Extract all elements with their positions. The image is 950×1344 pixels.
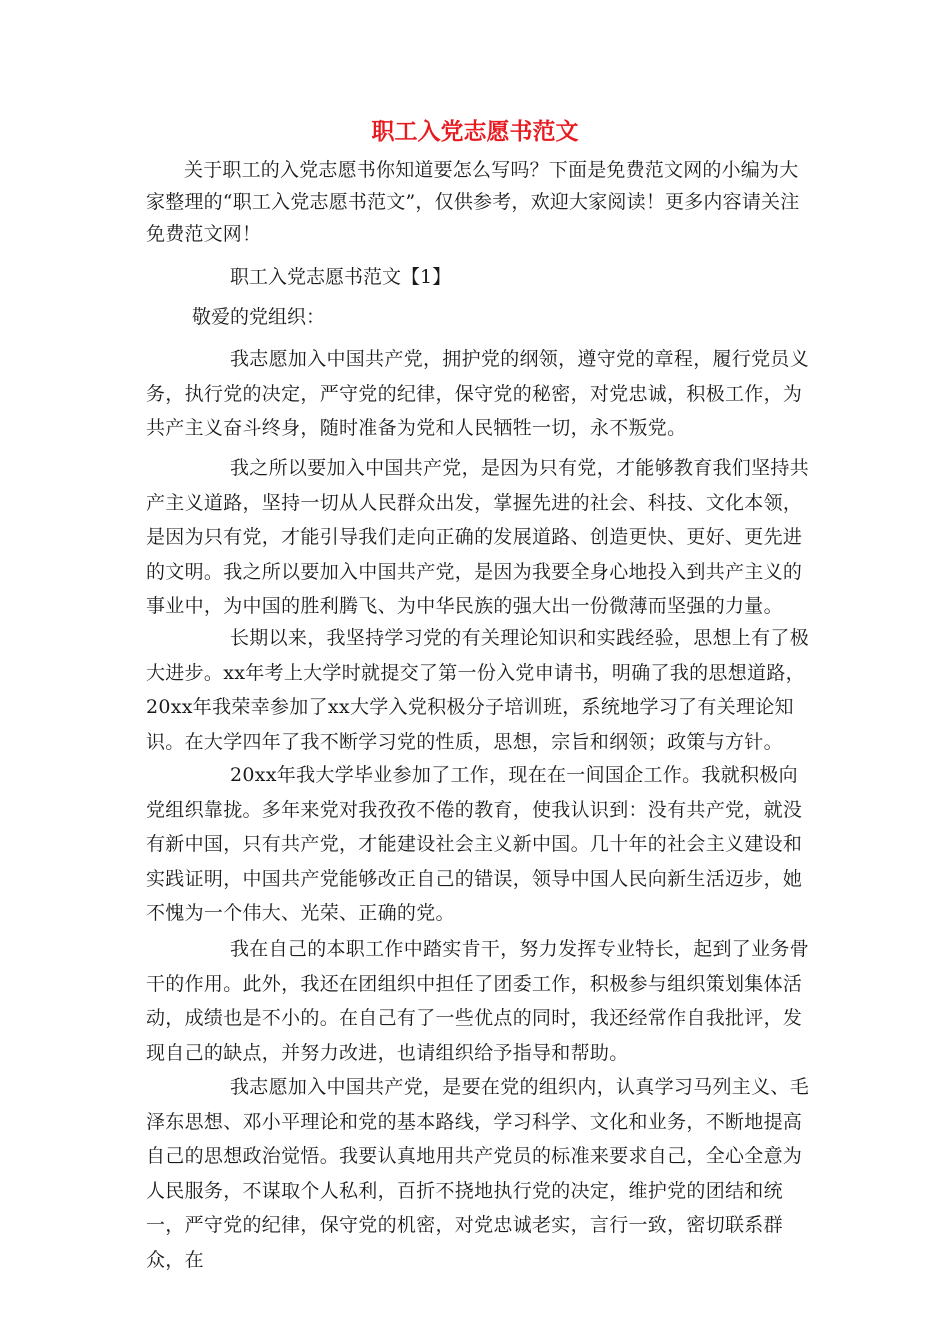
body-paragraph-6: 我志愿加入中国共产党，是要在党的组织内，认真学习马列主义、毛泽东思想、邓小平理论和党的基本路线，学习科学、文化和业务，不断地提高自己的思想政治觉悟。我要认真地用共产党员的标准来要求自己，全心全意为人民服务，不谋取个人私利，百折不挠地执行党的决定，维护党的团结和统一，严守党的纪律，保守党的机密，对党忠诚老实，言行一致，密切联系群众，在 — [146, 1076, 810, 1271]
intro-paragraph: 关于职工的入党志愿书你知道要怎么写吗？下面是免费范文网的小编为大家整理的“职工入党志愿书范文”，仅供参考，欢迎大家阅读！更多内容请关注免费范文网！ — [146, 159, 800, 245]
body-paragraph-5: 我在自己的本职工作中踏实肯干，努力发挥专业特长，起到了业务骨干的作用。此外，我还在团组织中担任了团委工作，积极参与组织策划集体活动，成绩也是不小的。在自己有了一些优点的同时，我还经常作自我批评，发现自己的缺点，并努力改进，也请组织给予指导和帮助。 — [146, 938, 810, 1064]
salutation: 敬爱的党组织： — [192, 306, 326, 328]
body-paragraph-1: 我志愿加入中国共产党，拥护党的纲领，遵守党的章程，履行党员义务，执行党的决定，严守党的纪律，保守党的秘密，对党忠诚，积极工作，为共产主义奋斗终身，随时准备为党和人民牺牲一切，永不叛党。 — [146, 348, 810, 439]
section-heading: 职工入党志愿书范文【1】 — [230, 266, 452, 288]
body-paragraph-3: 长期以来，我坚持学习党的有关理论知识和实践经验，思想上有了极大进步。xx年考上大学时就提交了第一份入党申请书，明确了我的思想道路，20xx年我荣幸参加了xx大学入党积极分子培训班，系统地学习了有关理论知识。在大学四年了我不断学习党的性质，思想，宗旨和纲领；政策与方针。 — [146, 627, 810, 753]
page-title: 职工入党志愿书范文 — [371, 119, 579, 145]
body-paragraph-2: 我之所以要加入中国共产党，是因为只有党，才能够教育我们坚持共产主义道路，坚持一切从人民群众出发，掌握先进的社会、科技、文化本领，是因为只有党，才能引导我们走向正确的发展道路、创造更快、更好、更先进的文明。我之所以要加入中国共产党，是因为我要全身心地投入到共产主义的事业中，为中国的胜利腾飞、为中华民族的强大出一份微薄而坚强的力量。 — [146, 457, 810, 617]
body-paragraph-4: 20xx年我大学毕业参加了工作，现在在一间国企工作。我就积极向党组织靠拢。多年来党对我孜孜不倦的教育，使我认识到：没有共产党，就没有新中国，只有共产党，才能建设社会主义新中国。几十年的社会主义建设和实践证明，中国共产党能够改正自己的错误，领导中国人民向新生活迈步，她不愧为一个伟大、光荣、正确的党。 — [146, 764, 803, 924]
